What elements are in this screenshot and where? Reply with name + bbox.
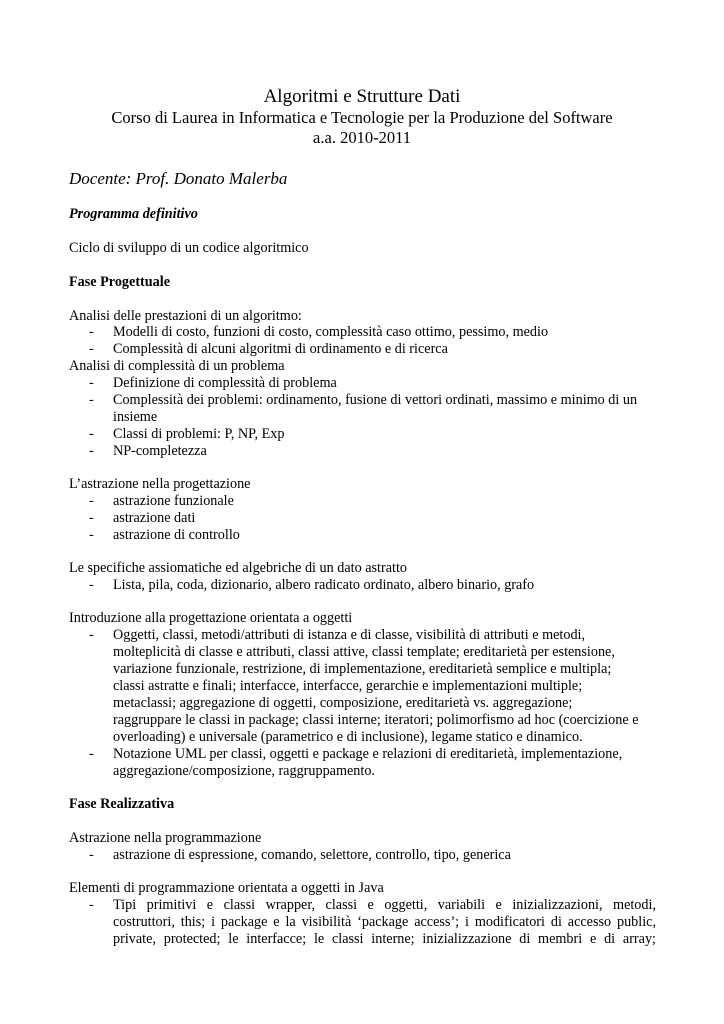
list-item-line: metaclassi; aggregazione di oggetti, composizione, ereditarietà vs. aggregazione;	[113, 695, 573, 711]
section-heading-problema: Analisi di complessità di un problema	[69, 358, 285, 374]
list-item-line: overloading) e universale (parametrico e di inclusione), legame statico e dinamico.	[113, 729, 583, 745]
list-item: astrazione di controllo	[113, 527, 240, 543]
section-heading-oop: Introduzione alla progettazione orientata a oggetti	[69, 610, 353, 626]
list-item: Complessità di alcuni algoritmi di ordinamento e di ricerca	[113, 341, 448, 357]
list-item: NP-completezza	[113, 443, 207, 459]
list-bullet: -	[89, 577, 94, 593]
list-bullet: -	[89, 510, 94, 526]
list-bullet: -	[89, 627, 94, 643]
list-bullet: -	[89, 493, 94, 509]
academic-year: a.a. 2010-2011	[313, 128, 411, 147]
list-bullet: -	[89, 897, 94, 913]
list-item: Modelli di costo, funzioni di costo, complessità caso ottimo, pessimo, medio	[113, 324, 549, 340]
list-item-line: costruttori, this; i package e la visibilità ‘package access’; i modificatori di accesso public,	[113, 914, 656, 930]
fase-realizzativa-heading: Fase Realizzativa	[69, 796, 175, 812]
list-item: astrazione funzionale	[113, 493, 234, 509]
list-item: Lista, pila, coda, dizionario, albero radicato ordinato, albero binario, grafo	[113, 577, 535, 593]
course-name: Corso di Laurea in Informatica e Tecnologie per la Produzione del Software	[111, 108, 613, 127]
document-title: Algoritmi e Strutture Dati	[263, 86, 461, 107]
list-item-line: Oggetti, classi, metodi/attributi di istanza e di classe, visibilità di attributi e metodi,	[113, 627, 586, 643]
list-item-continuation: insieme	[113, 409, 158, 425]
list-bullet: -	[89, 341, 94, 357]
list-item: astrazione dati	[113, 510, 196, 526]
section-heading-specifiche: Le specifiche assiomatiche ed algebriche di un dato astratto	[69, 560, 407, 576]
list-bullet: -	[89, 375, 94, 391]
section-heading-prestazioni: Analisi delle prestazioni di un algoritmo:	[69, 308, 302, 324]
list-item: Complessità dei problemi: ordinamento, fusione di vettori ordinati, massimo e minimo di un	[113, 392, 638, 408]
programma-heading: Programma definitivo	[69, 206, 198, 222]
list-bullet: -	[89, 847, 94, 863]
list-bullet: -	[89, 426, 94, 442]
docente-line: Docente: Prof. Donato Malerba	[69, 169, 288, 188]
list-item-line: molteplicità di classe e attributi, classi attive, classi template; ereditarietà per estensione,	[113, 644, 615, 660]
section-heading-java: Elementi di programmazione orientata a oggetti in Java	[69, 880, 384, 896]
list-item: Classi di problemi: P, NP, Exp	[113, 426, 285, 442]
list-item-line: private, protected; le interfacce; le classi interne; inizializzazione di membri e di array;	[113, 931, 656, 947]
section-heading-astrazione: L’astrazione nella progettazione	[69, 476, 251, 492]
list-bullet: -	[89, 443, 94, 459]
list-bullet: -	[89, 324, 94, 340]
list-bullet: -	[89, 527, 94, 543]
list-item-line: classi astratte e finali; interfacce, interfacce, gerarchie e implementazioni multiple;	[113, 678, 583, 694]
list-item-line: Notazione UML per classi, oggetti e package e relazioni di ereditarietà, implementazione,	[113, 746, 623, 762]
list-item: Definizione di complessità di problema	[113, 375, 337, 391]
list-item-line: raggruppare le classi in package; classi interne; iteratori; polimorfismo ad hoc (coercizione e	[113, 712, 639, 728]
list-bullet: -	[89, 746, 94, 762]
intro-text: Ciclo di sviluppo di un codice algoritmico	[69, 240, 309, 256]
list-item: astrazione di espressione, comando, selettore, controllo, tipo, generica	[113, 847, 511, 863]
list-bullet: -	[89, 392, 94, 408]
section-heading-astr-prog: Astrazione nella programmazione	[69, 830, 262, 846]
list-item-line: variazione funzionale, restrizione, di implementazione, ereditarietà semplice e multipla;	[113, 661, 612, 677]
list-item-line: Tipi primitivi e classi wrapper, classi e oggetti, variabili e inizializzazioni, metodi,	[113, 897, 656, 913]
list-item-line: aggregazione/composizione, raggruppamento.	[113, 763, 375, 779]
fase-progettuale-heading: Fase Progettuale	[69, 274, 170, 290]
